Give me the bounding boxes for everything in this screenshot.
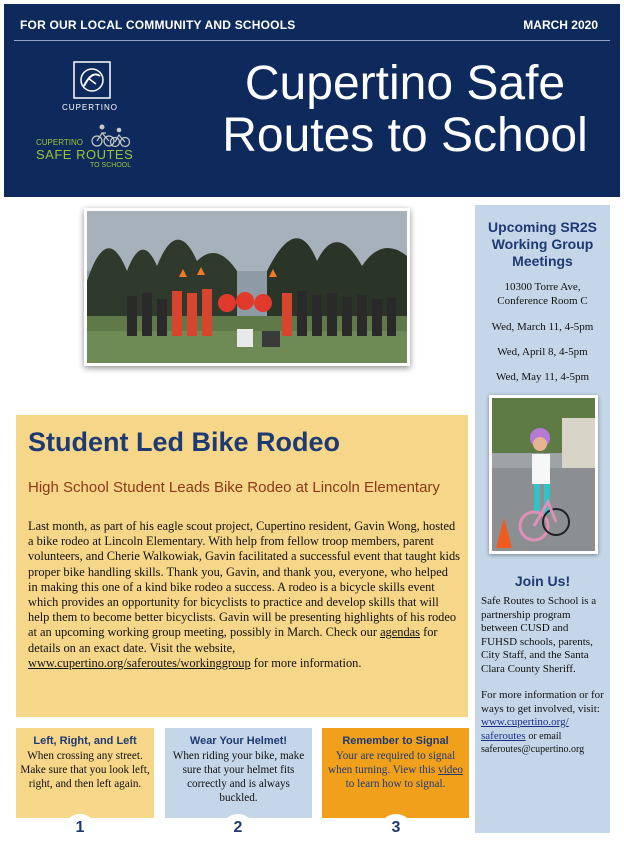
article-body-text-3: for more information. xyxy=(253,655,362,670)
saferoutes-website-link[interactable]: www.cupertino.org/ saferoutes xyxy=(481,716,569,742)
join-us-heading: Join Us! xyxy=(514,573,571,589)
article-title: Student Led Bike Rodeo xyxy=(28,427,341,457)
header-divider xyxy=(14,40,610,41)
sidebar-meetings-heading xyxy=(475,219,610,270)
article-body xyxy=(28,519,460,671)
group-photo-image xyxy=(87,211,407,363)
sidebar-heading-line2: Working Group xyxy=(491,236,594,252)
srts-logo-line3: TO SCHOOL xyxy=(90,162,132,169)
article-body-text-2: for details on an exact date. Visit the website, xyxy=(28,625,438,655)
tip3-number-badge: 3 xyxy=(379,814,413,838)
sidebar-heading-line1: Upcoming SR2S xyxy=(488,219,597,235)
tip-wear-helmet xyxy=(165,728,312,818)
tip1-heading: Left, Right, and Left xyxy=(33,735,137,747)
header-date: MARCH 2020 xyxy=(523,18,598,32)
tip3-heading: Remember to Signal xyxy=(342,735,449,747)
signal-video-link[interactable]: video xyxy=(438,764,463,776)
title-line-2: Routes to School xyxy=(222,109,588,162)
header-tagline: FOR OUR LOCAL COMMUNITY AND SCHOOLS xyxy=(20,18,296,32)
tip1-number-badge: 1 xyxy=(63,814,97,838)
tip3-body-text-1: Your are required to signal when turning. View this xyxy=(328,750,456,776)
srts-logo-line1: CUPERTINO xyxy=(36,138,83,147)
tip2-number-badge: 2 xyxy=(221,814,255,838)
meeting-date-3: Wed, May 11, 4-5pm xyxy=(495,371,590,383)
join-us-description: Safe Routes to School is a partnership program between CUSD and FUHSD schools, parents, City Staff, and the Santa Clara County Sheriff. xyxy=(481,595,597,675)
tip3-body-text-2: to learn how to signal. xyxy=(345,778,446,790)
child-photo-image xyxy=(492,398,595,551)
tip2-heading: Wear Your Helmet! xyxy=(189,735,288,747)
article-subtitle: High School Student Leads Bike Rodeo at Lincoln Elementary xyxy=(28,479,440,496)
meeting-address-line1: 10300 Torre Ave, xyxy=(504,281,581,293)
city-logo-label: CUPERTINO xyxy=(62,103,118,112)
article-box xyxy=(16,415,468,717)
child-on-bike-photo xyxy=(489,395,598,554)
more-info-text: For more information or for ways to get involved, visit: xyxy=(481,689,604,715)
tip3-body xyxy=(326,749,465,791)
meeting-address-line2: Conference Room C xyxy=(497,295,588,307)
tip2-body: When riding your bike, make sure that your helmet fits correctly and is always buckled. xyxy=(172,750,305,804)
title-line-1: Cupertino Safe xyxy=(244,57,566,110)
saferoutes-email: saferoutes@cupertino.org xyxy=(481,744,585,755)
newsletter-title xyxy=(200,58,610,162)
sidebar-heading-line3: Meetings xyxy=(512,253,573,269)
tip1-body: When crossing any street. Make sure that you look left, right, and then left again. xyxy=(20,750,150,790)
srts-logo-line2: SAFE ROUTES xyxy=(36,147,134,162)
meeting-date-1: Wed, March 11, 4-5pm xyxy=(491,321,594,333)
bike-rodeo-group-photo xyxy=(84,208,410,366)
article-body-text-1: Last month, as part of his eagle scout project, Cupertino resident, Gavin Wong, hosted a bike rodeo at Lincoln Elementary. With help from fellow troop members, parent volunteers, and Cherie Walkowiak, Gavin facilitated a successful event that taught kids proper bike handling skills. Thank you, Gavin, and thank you, everyone, who helped in making this one of a kind bike rodeo a success. A rodeo is a bicycle skills event which provides an opportunity for bicyclists to practice and develop skills that will help them to become better bicyclists. Gavin will be presenting highlights of his rodeo at an upcoming working group meeting, possibly in March. Check our xyxy=(28,519,460,640)
header-banner xyxy=(4,4,620,197)
sidebar-panel xyxy=(475,205,610,833)
more-info-block xyxy=(481,689,605,757)
bicycle-riders-icon xyxy=(90,122,130,148)
working-group-link[interactable]: www.cupertino.org/saferoutes/workinggroup xyxy=(28,655,251,670)
email-prefix: or email xyxy=(528,730,562,742)
meeting-date-2: Wed, April 8, 4-5pm xyxy=(497,346,588,358)
agendas-link[interactable]: agendas xyxy=(380,625,420,640)
tip-remember-signal xyxy=(322,728,469,818)
tip-left-right-left xyxy=(16,728,154,818)
